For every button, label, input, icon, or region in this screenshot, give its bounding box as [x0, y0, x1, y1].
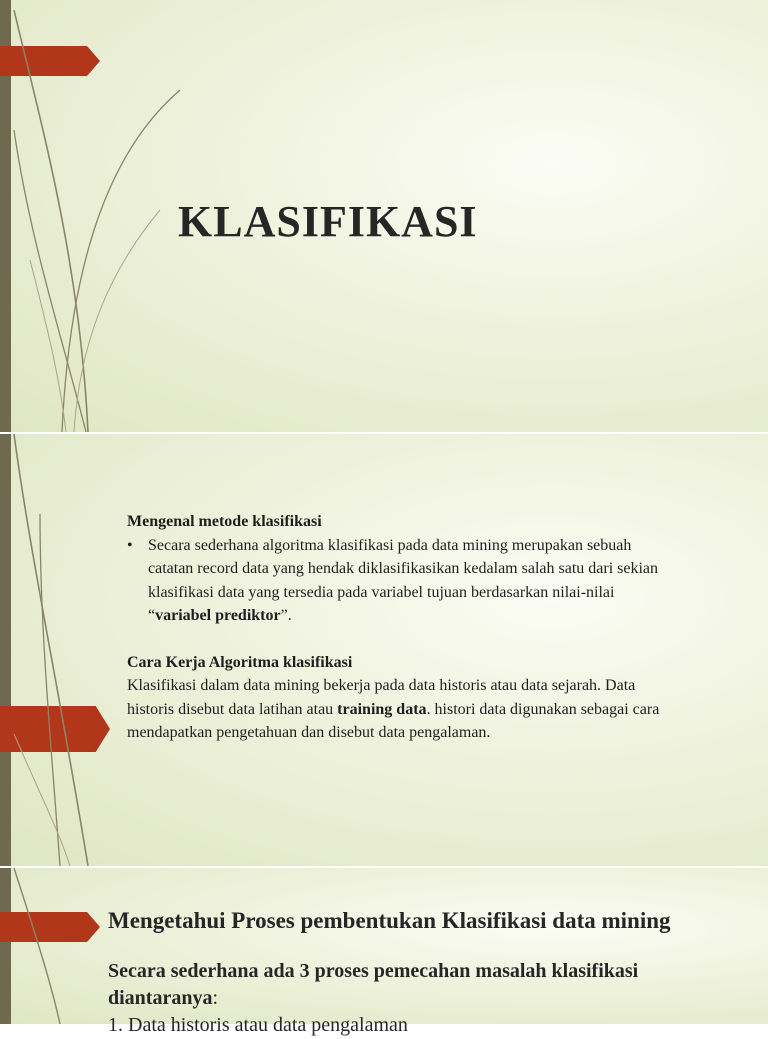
paragraph-post: . histori data digunakan sebagai cara mendapatkan pengetahuan dan disebut data pengalaman.: [127, 700, 660, 741]
section-heading: Mengenal metode klasifikasi: [127, 513, 322, 530]
slide-intro: [108, 958, 748, 1039]
slide-proses-klasifikasi: [0, 868, 768, 1036]
paragraph-pre: Klasifikasi dalam data mining bekerja pada data historis atau data sejarah. Data historis disebut data latihan atau: [127, 677, 636, 718]
intro-colon: :: [212, 987, 219, 1009]
accent-tab: [0, 706, 110, 752]
bullet-text-pre: Secara sederhana algoritma klasifikasi pada data mining merupakan sebuah catatan record data yang hendak diklasifikasikan kedalam salah satu dari sekian klasifikasi data yang tersedia pada variabel tujuan berdasarkan nilai-nilai “: [148, 536, 659, 624]
bullet-item: [127, 534, 667, 628]
spacer: [127, 628, 667, 651]
slide-body: [127, 510, 667, 745]
slide-title-text: KLASIFIKASI: [178, 197, 478, 246]
bullet-text-post: ”.: [280, 607, 292, 624]
paragraph-bold: training data: [337, 700, 427, 718]
intro-bold: Secara sederhana ada 3 proses pemecahan masalah klasifikasi diantaranya: [108, 960, 639, 1009]
bullet-text: [148, 534, 667, 628]
bullet-text-bold: variabel prediktor: [155, 607, 281, 624]
accent-tab: [0, 912, 100, 942]
accent-tab: [0, 46, 100, 76]
list-item: 1. Data historis atau data pengalaman: [108, 1014, 408, 1036]
slide-title: [0, 0, 768, 432]
slide-heading: Mengetahui Proses pembentukan Klasifikasi data mining: [108, 908, 671, 933]
bullet-icon: •: [127, 536, 133, 554]
paragraph: [127, 674, 667, 745]
section-heading: Cara Kerja Algoritma klasifikasi: [127, 653, 353, 671]
slide-klasifikasi-intro: [0, 434, 768, 866]
